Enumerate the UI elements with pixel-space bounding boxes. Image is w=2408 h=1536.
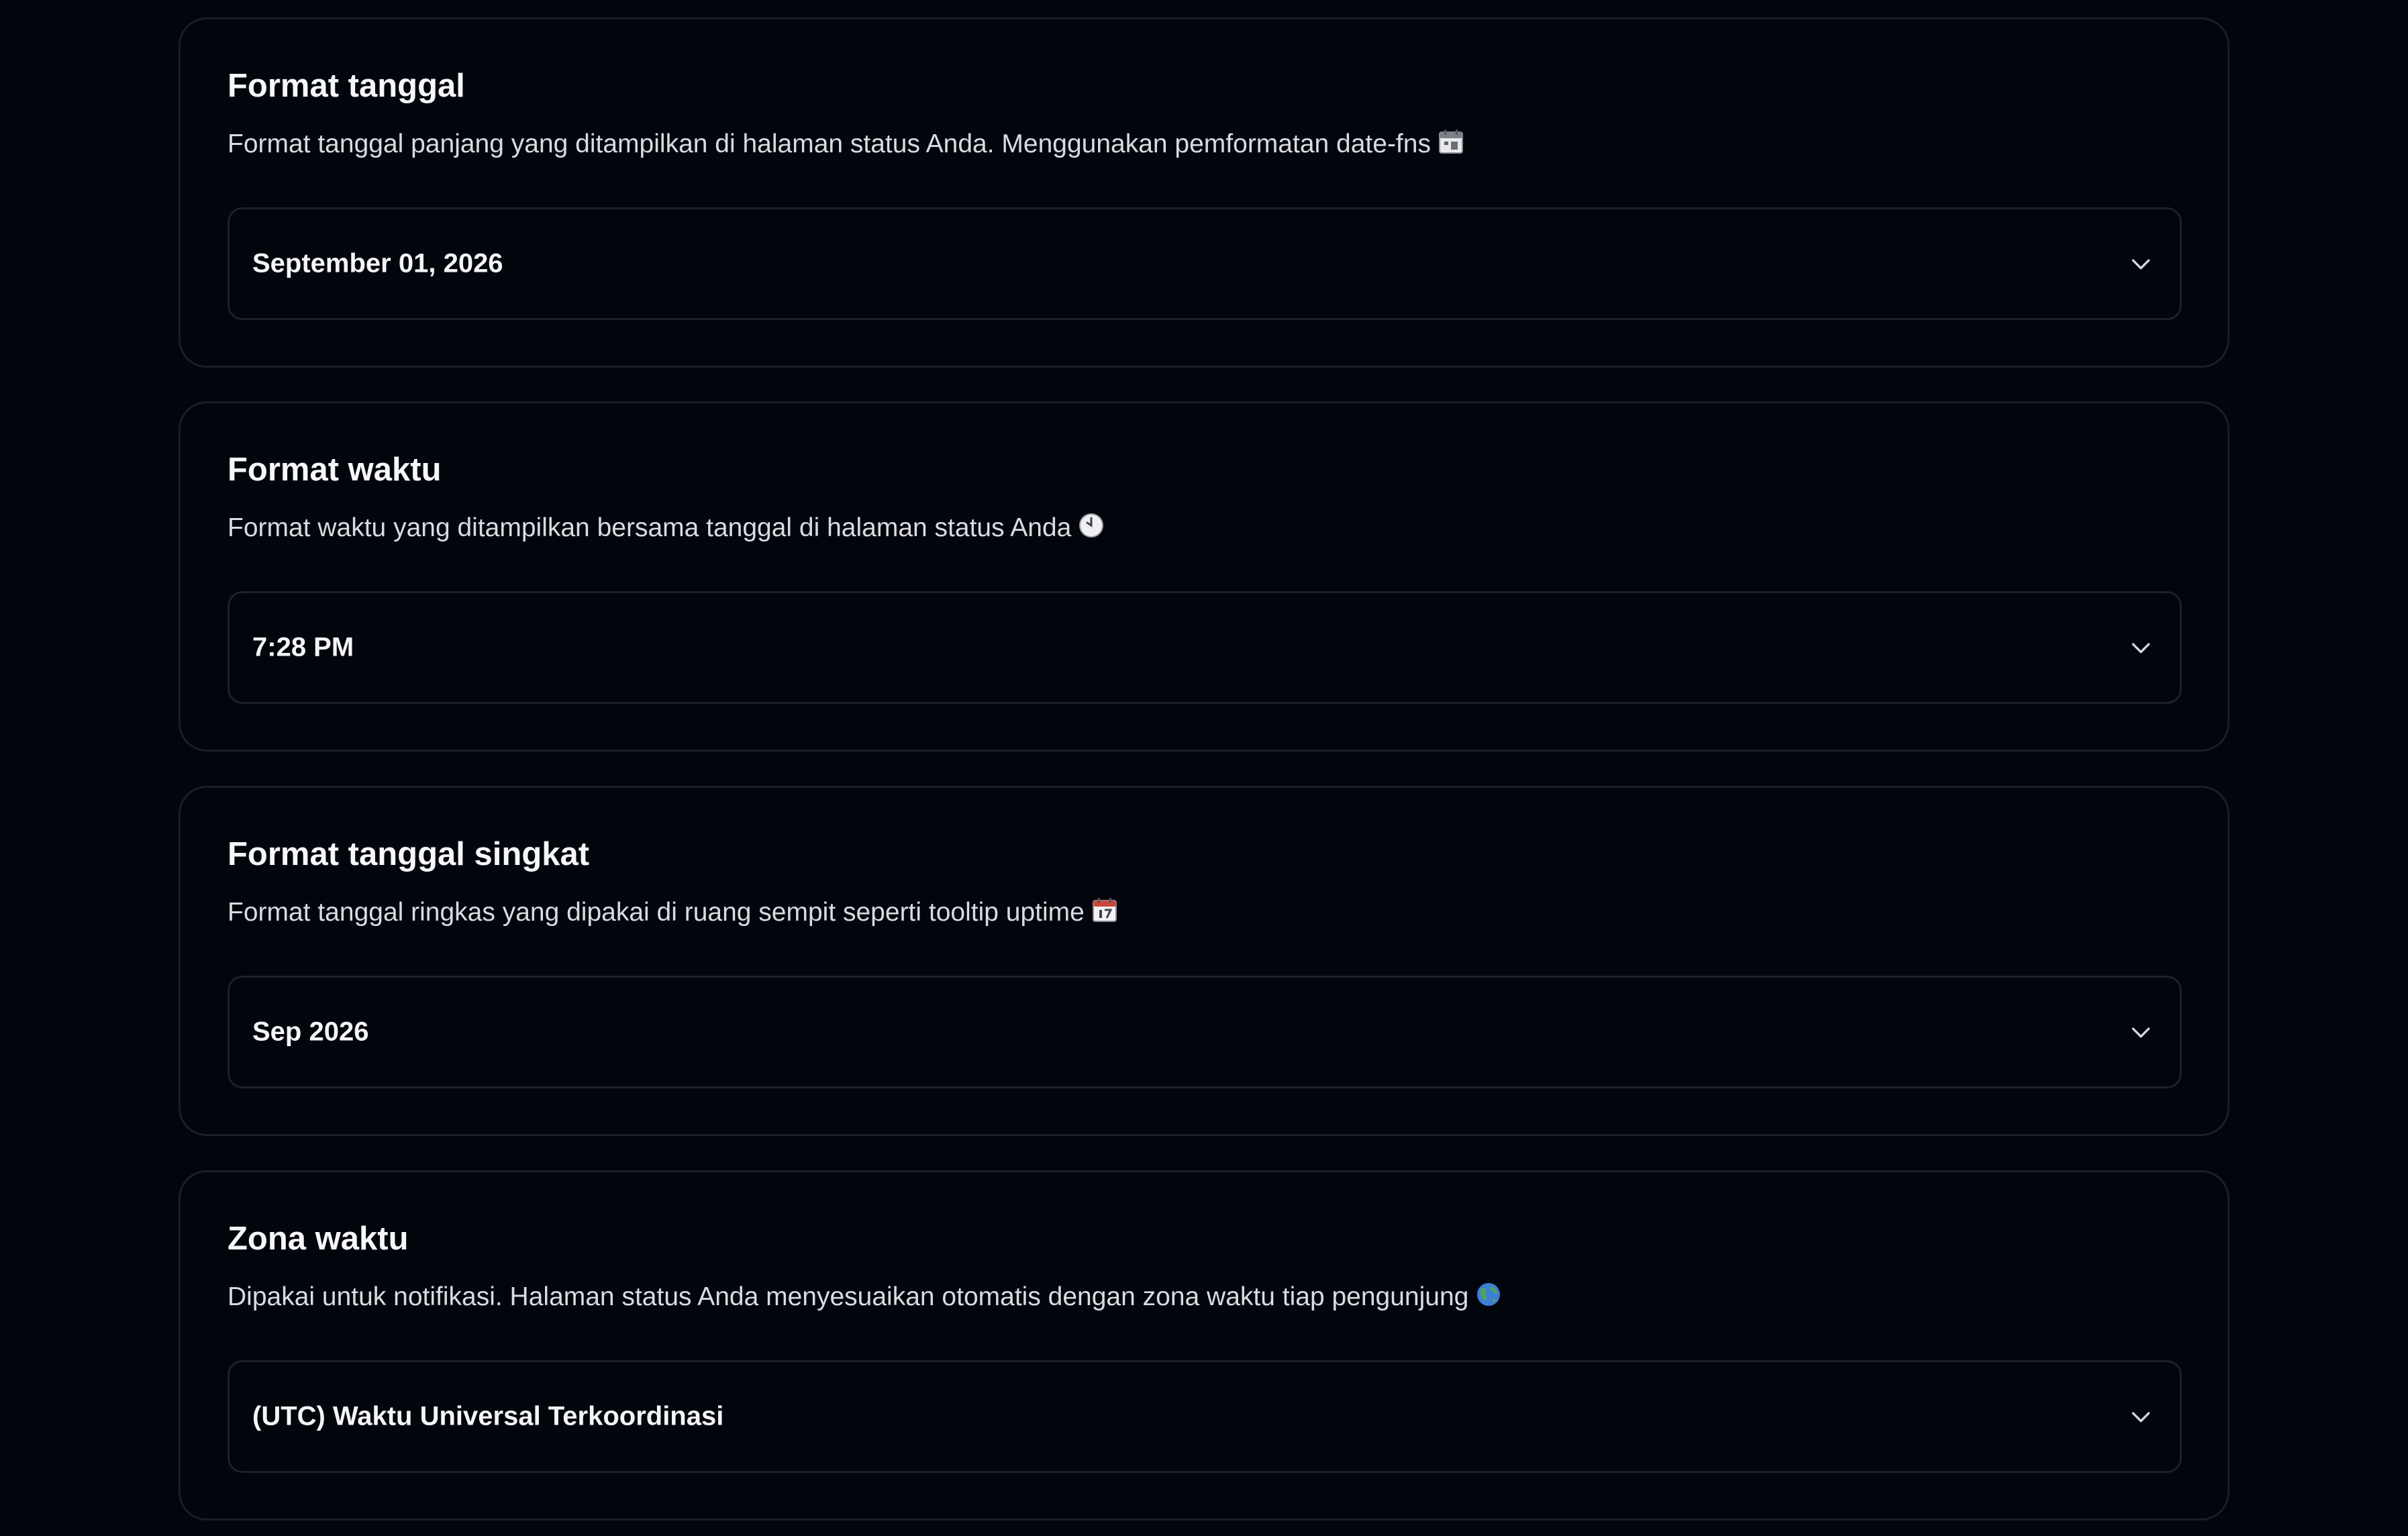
date-format-description-text: Format tanggal panjang yang ditampilkan di halaman status Anda. Menggunakan pemformatan date-fns <box>228 130 1431 158</box>
short-date-format-description <box>228 897 1118 932</box>
chevron-down-icon <box>2127 634 2154 661</box>
date-format-card <box>179 17 2229 368</box>
short-date-format-description-text: Format tanggal ringkas yang dipakai di ruang sempit seperti tooltip uptime <box>228 898 1085 927</box>
timezone-description-text: Dipakai untuk notifikasi. Halaman status Anda menyesuaikan otomatis dengan zona waktu tiap pengunjung <box>228 1282 1469 1311</box>
short-date-format-card <box>179 786 2229 1136</box>
time-format-card <box>179 401 2229 752</box>
calendar-icon <box>1091 897 1118 932</box>
time-format-select[interactable] <box>228 591 2182 704</box>
time-format-selected-value: 7:28 PM <box>252 632 354 662</box>
short-date-format-selected-value: Sep 2026 <box>252 1017 369 1047</box>
short-date-format-title: Format tanggal singkat <box>228 836 590 872</box>
date-format-title: Format tanggal <box>228 68 465 104</box>
chevron-down-icon <box>2127 1403 2154 1430</box>
date-format-description <box>228 128 1464 164</box>
short-date-format-select[interactable] <box>228 976 2182 1088</box>
timezone-card <box>179 1170 2229 1521</box>
time-format-description-text: Format waktu yang ditampilkan bersama tanggal di halaman status Anda <box>228 513 1072 542</box>
date-format-selected-value: September 01, 2026 <box>252 248 503 278</box>
time-format-title: Format waktu <box>228 452 442 488</box>
chevron-down-icon <box>2127 250 2154 277</box>
timezone-description <box>228 1281 1502 1317</box>
globe-icon <box>1475 1281 1502 1317</box>
timezone-title: Zona waktu <box>228 1221 409 1257</box>
calendar-icon <box>1438 128 1464 164</box>
chevron-down-icon <box>2127 1019 2154 1045</box>
timezone-select[interactable] <box>228 1360 2182 1473</box>
clock-icon <box>1078 512 1105 548</box>
date-format-select[interactable] <box>228 207 2182 320</box>
timezone-selected-value: (UTC) Waktu Universal Terkoordinasi <box>252 1401 724 1431</box>
time-format-description <box>228 512 1105 548</box>
